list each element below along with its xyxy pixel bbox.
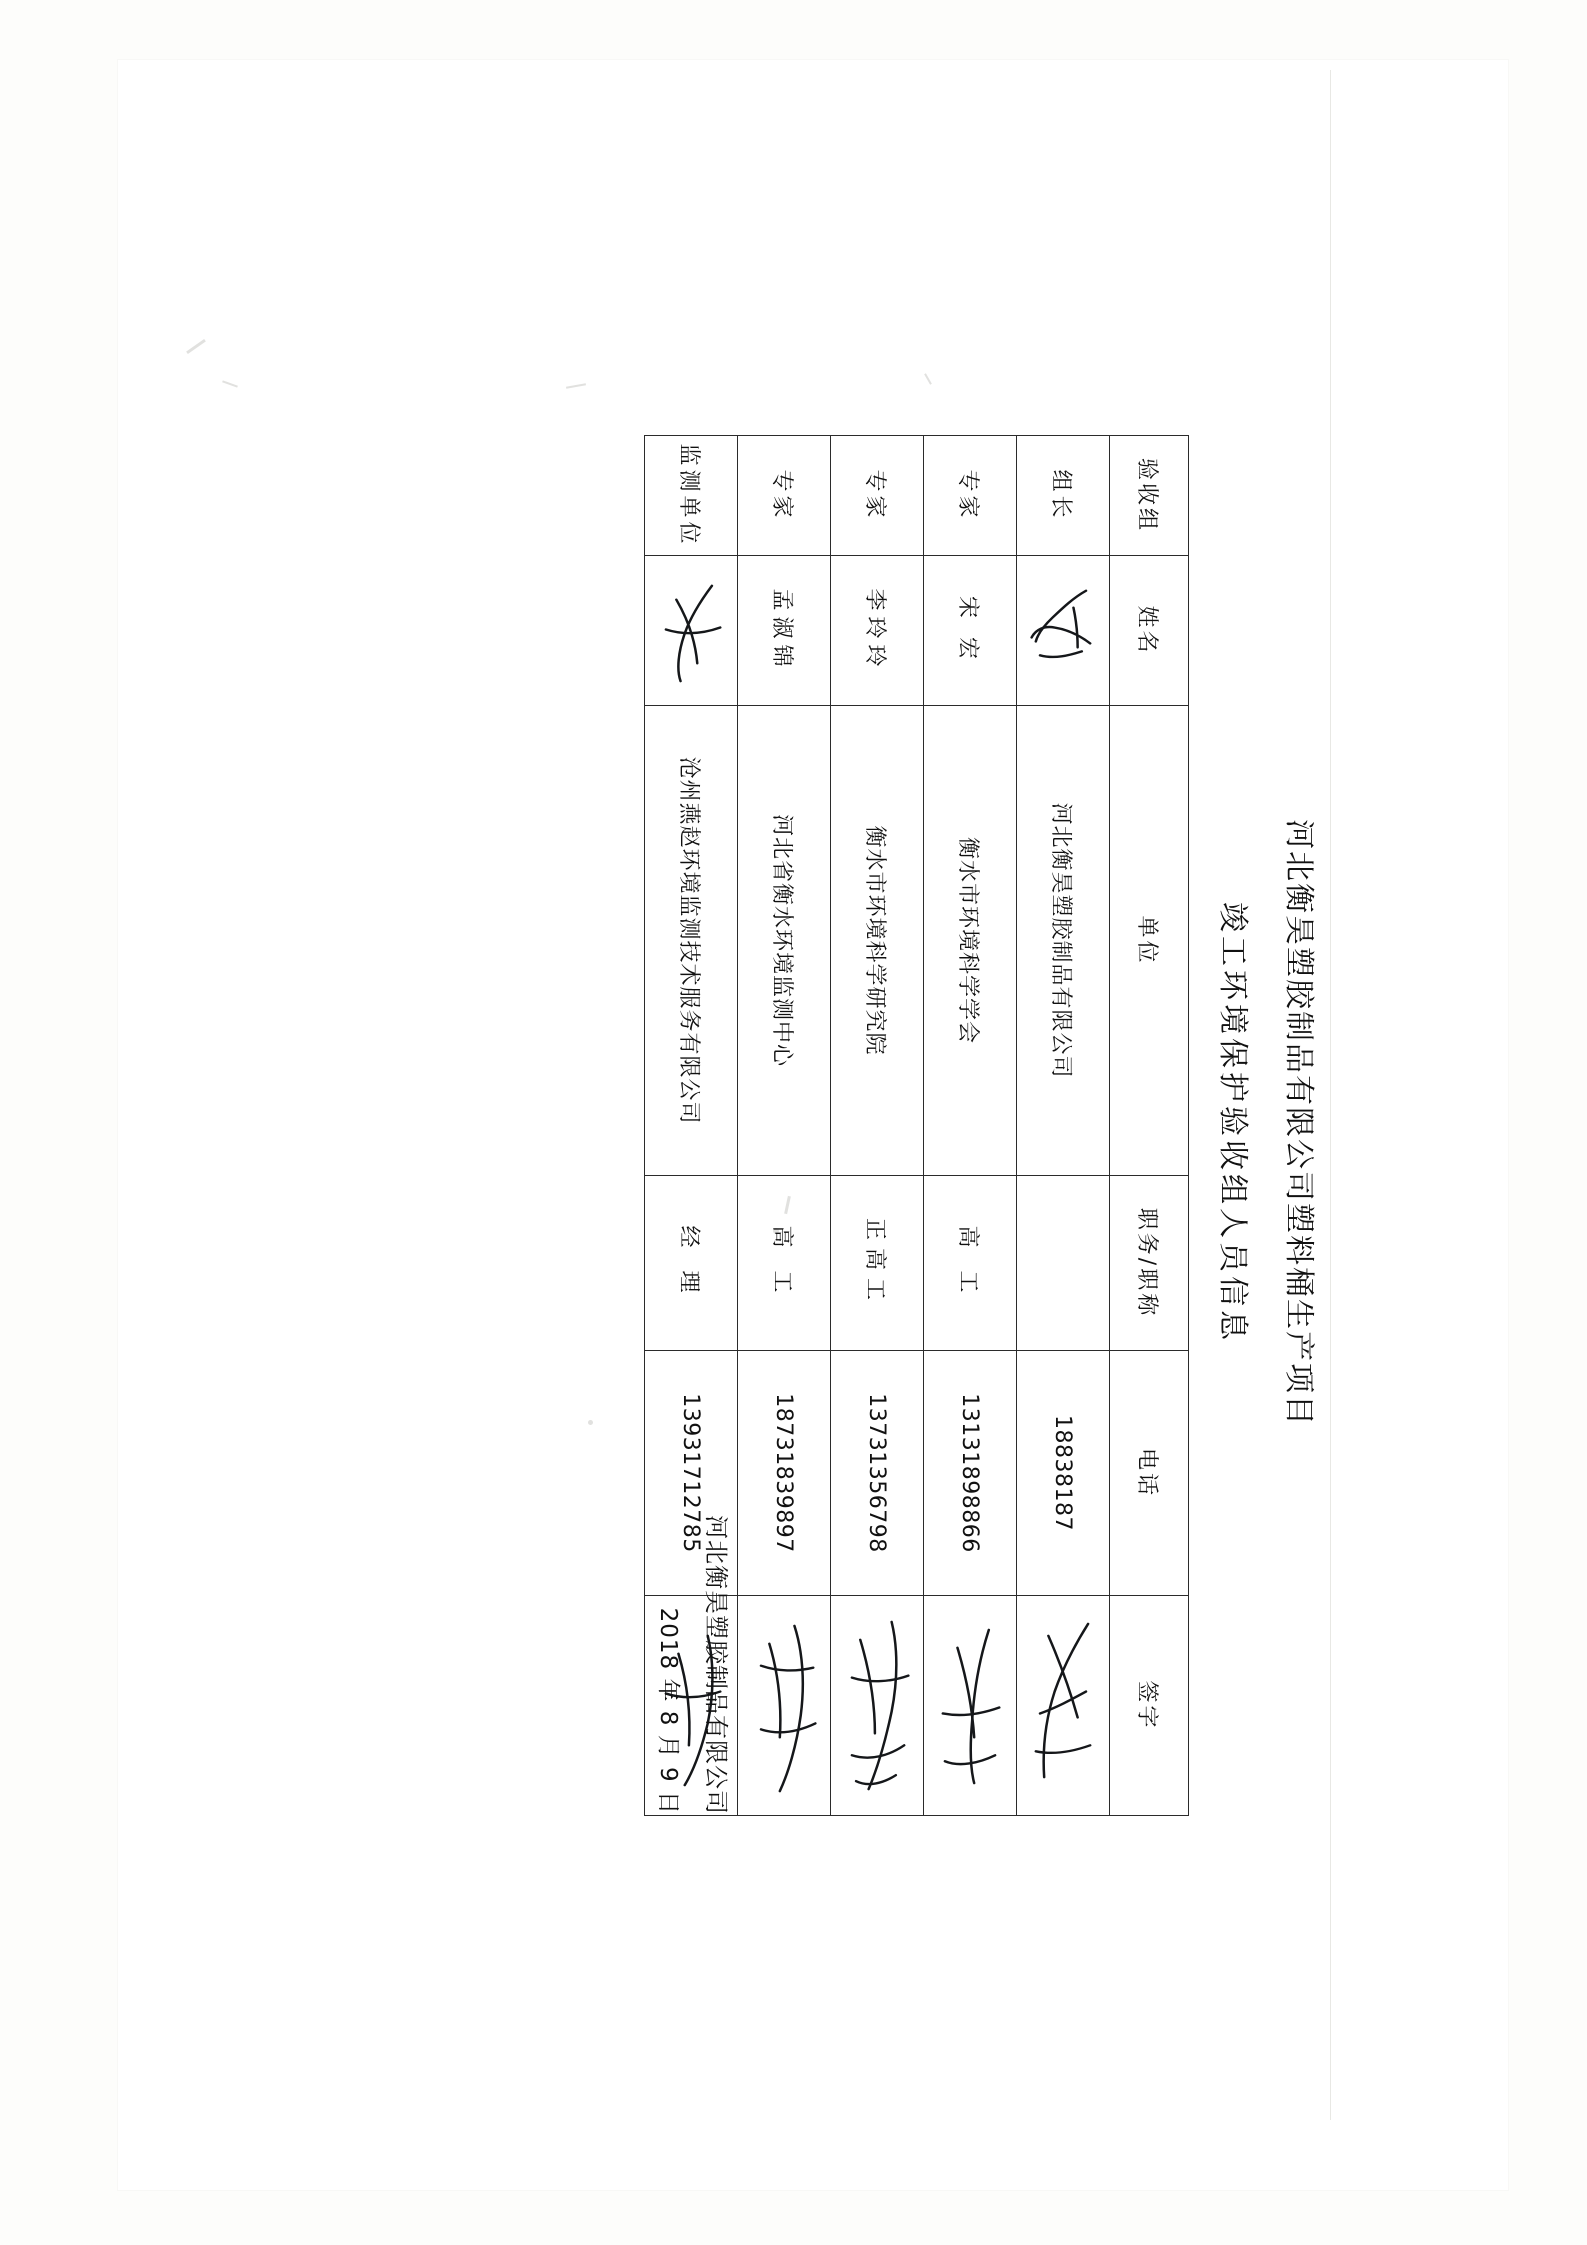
document-title-block — [1214, 243, 1324, 2003]
cell-signature — [830, 1595, 923, 1815]
column-header-name: 姓名 — [1109, 555, 1188, 705]
cell-name: 宋 宏 — [923, 555, 1016, 705]
cell-title: 高 工 — [737, 1175, 830, 1350]
cell-phone: 18838187 — [1016, 1350, 1109, 1595]
footer-date: 2018 年 8 月 9 日 — [654, 1607, 681, 1815]
table-header-row — [1109, 435, 1188, 1815]
cell-signature — [1016, 1595, 1109, 1815]
cell-name — [1016, 555, 1109, 705]
handwritten-signature-mark — [924, 1596, 1016, 1815]
cell-group: 组长 — [1016, 435, 1109, 555]
cell-unit: 河北省衡水环境监测中心 — [737, 705, 830, 1175]
cell-phone: 13931712785 — [644, 1350, 737, 1595]
page-title-line-1: 河北衡昊塑胶制品有限公司塑料桶生产项目 — [1280, 818, 1316, 1427]
column-header-signature: 签字 — [1109, 1595, 1188, 1815]
table-row — [830, 435, 923, 1815]
page-title-line-2: 竣工环境保护验收组人员信息 — [1214, 901, 1250, 1344]
column-header-title: 职务/职称 — [1109, 1175, 1188, 1350]
cell-name: 孟淑锦 — [737, 555, 830, 705]
document-footer — [654, 435, 736, 1815]
cell-unit: 河北衡昊塑胶制品有限公司 — [1016, 705, 1109, 1175]
footer-company-name: 河北衡昊塑胶制品有限公司 — [701, 1514, 730, 1815]
cell-group: 专家 — [923, 435, 1016, 555]
cell-signature — [737, 1595, 830, 1815]
handwritten-signature-mark — [1017, 1596, 1109, 1815]
table-row — [923, 435, 1016, 1815]
cell-title: 正高工 — [830, 1175, 923, 1350]
cell-phone: 13731356798 — [830, 1350, 923, 1595]
table-row — [737, 435, 830, 1815]
cell-phone: 18731839897 — [737, 1350, 830, 1595]
cell-unit: 衡水市环境科学学会 — [923, 705, 1016, 1175]
cell-unit: 衡水市环境科学研究院 — [830, 705, 923, 1175]
cell-unit: 沧州燕赵环境监测技术服务有限公司 — [644, 705, 737, 1175]
handwritten-signature-mark — [831, 1596, 923, 1815]
cell-title: 高 工 — [923, 1175, 1016, 1350]
cell-group: 专家 — [830, 435, 923, 555]
cell-signature — [923, 1595, 1016, 1815]
column-header-group: 验收组 — [1109, 435, 1188, 555]
cell-group: 监测单位 — [644, 435, 737, 555]
cell-title: 经 理 — [644, 1175, 737, 1350]
cell-group: 专家 — [737, 435, 830, 555]
table-row — [1016, 435, 1109, 1815]
column-header-unit: 单位 — [1109, 705, 1188, 1175]
cell-title — [1016, 1175, 1109, 1350]
handwritten-signature-mark — [738, 1596, 830, 1815]
cell-phone: 13131898866 — [923, 1350, 1016, 1595]
cell-name: 李玲玲 — [830, 555, 923, 705]
document-body — [194, 243, 1394, 2003]
handwritten-name-mark — [1017, 556, 1109, 705]
column-header-phone: 电话 — [1109, 1350, 1188, 1595]
